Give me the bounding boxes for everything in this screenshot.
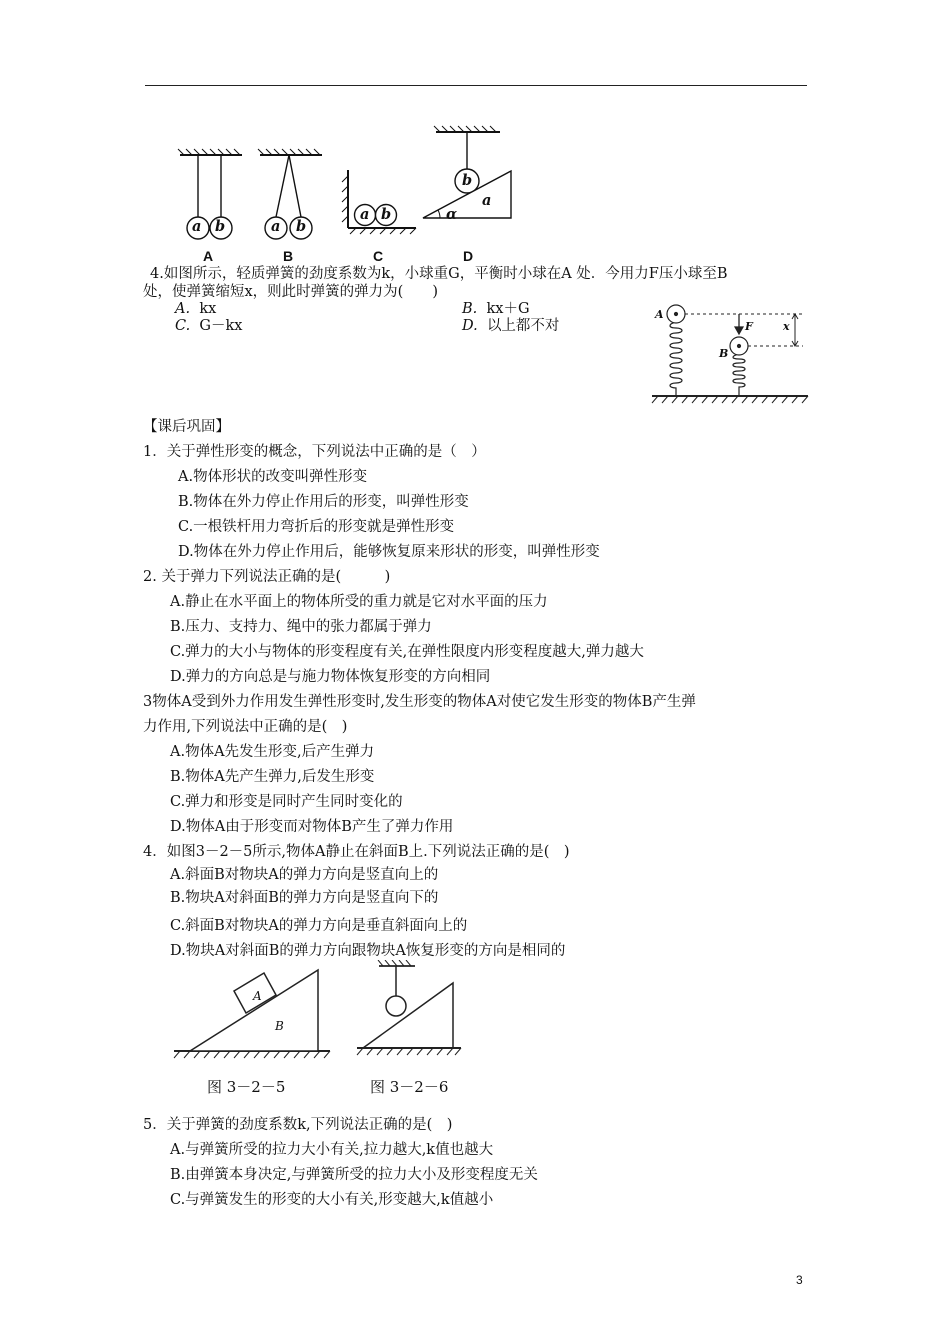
q4-option-b2: B.物块A对斜面B的弹力方向是竖直向下的 [170,890,439,906]
q3-stem-line2: 力作用,下列说法中正确的是( ) [143,719,348,735]
ball-label-b3: b [381,206,392,223]
q4-option-d2: D.物块A对斜面B的弹力方向跟物块A恢复形变的方向是相同的 [170,943,566,959]
q3-option-b: B.物体A先产生弹力,后发生形变 [170,769,375,785]
wedge-label-a: a [482,192,492,209]
diagram-a [178,149,242,239]
header-rule [145,85,807,86]
ball-label-a2: a [271,218,281,235]
q3-stem-line1: 3物体A受到外力作用发生弹性形变时,发生形变的物体A对使它发生形变的物体B产生弹 [143,694,696,710]
q2-option-c: C.弹力的大小与物体的形变程度有关,在弹性限度内形变程度越大,弹力越大 [170,644,644,660]
q5-option-b: B.由弹簧本身决定,与弹簧所受的拉力大小及形变程度无关 [170,1167,538,1183]
q2-stem: 2. 关于弹力下列说法正确的是( ) [143,569,391,585]
q1-option-d: D.物体在外力停止作用后，能够恢复原来形状的形变，叫弹性形变 [178,544,600,560]
diagram-c [342,170,416,234]
section-title: 【课后巩固】 [143,419,230,435]
incline-b-label: B [275,1019,284,1033]
spring-label-b: B [719,347,729,360]
q4-option-c2: C.斜面B对物块A的弹力方向是垂直斜面向上的 [170,918,468,934]
spring-diagram [648,300,818,405]
q2-option-b: B.压力、支持力、绳中的张力都属于弹力 [170,619,432,635]
ball-label-a1: a [192,218,202,235]
q5-option-c: C.与弹簧发生的形变的大小有关,形变越大,k值越小 [170,1192,494,1208]
ball-contact-figures [170,120,530,270]
ball-label-b4: b [462,172,473,189]
q4-top-stem-line1: 4.如图所示，轻质弹簧的劲度系数为k，小球重G，平衡时小球在A 处．今用力F压小球至B [150,266,728,282]
spring-label-x: x [783,320,790,333]
q4-option-a2: A.斜面B对物块A的弹力方向是竖直向上的 [170,867,439,883]
spring-label-a: A [655,308,664,321]
q1-option-b: B.物体在外力停止作用后的形变，叫弹性形变 [178,494,469,510]
diagram-b [258,149,322,239]
q2-option-a: A.静止在水平面上的物体所受的重力就是它对水平面的压力 [170,594,548,610]
q1-stem: 1．关于弹性形变的概念，下列说法中正确的是（ ） [143,444,486,460]
ball-label-a3: a [360,206,370,223]
q4-option-a: A. kx [175,301,217,317]
angle-label-alpha: α [446,206,458,223]
page-number: 3 [796,1273,803,1287]
fig-label-b: B [283,248,294,264]
q4-option-c: C. G－kx [175,318,243,334]
q1-option-c: C.一根铁杆用力弯折后的形变就是弹性形变 [178,519,455,535]
q3-option-a: A.物体A先发生形变,后产生弹力 [170,744,375,760]
ball-label-b2: b [296,218,307,235]
q4-stem: 4．如图3－2－5所示,物体A静止在斜面B上.下列说法正确的是( ) [143,844,570,860]
fig-label-d: D [463,248,474,264]
q4-option-d: D. 以上都不对 [462,318,560,334]
incline-block-figure [172,965,332,1065]
q3-option-d: D.物体A由于形变而对物体B产生了弹力作用 [170,819,454,835]
fig-label-a: A [203,248,214,264]
figure-caption-right: 图 3－2－6 [370,1078,449,1096]
q4-option-b: B. kx＋G [462,301,530,317]
q2-option-d: D.弹力的方向总是与施力物体恢复形变的方向相同 [170,669,491,685]
q4-top-stem-line2: 处，使弹簧缩短x，则此时弹簧的弹力为( ) [143,284,438,300]
figure-caption-left: 图 3－2－5 [207,1078,286,1096]
ball-on-incline-figure [355,960,465,1060]
q1-option-a: A.物体形状的改变叫弹性形变 [178,469,368,485]
block-a-label: A [253,989,262,1003]
ball-label-b1: b [215,218,226,235]
q3-option-c: C.弹力和形变是同时产生同时变化的 [170,794,403,810]
q5-option-a: A.与弹簧所受的拉力大小有关,拉力越大,k值也越大 [170,1142,494,1158]
q5-stem: 5．关于弹簧的劲度系数k,下列说法正确的是( ) [143,1117,453,1133]
fig-label-c: C [373,248,384,264]
spring-label-f: F [745,320,753,333]
